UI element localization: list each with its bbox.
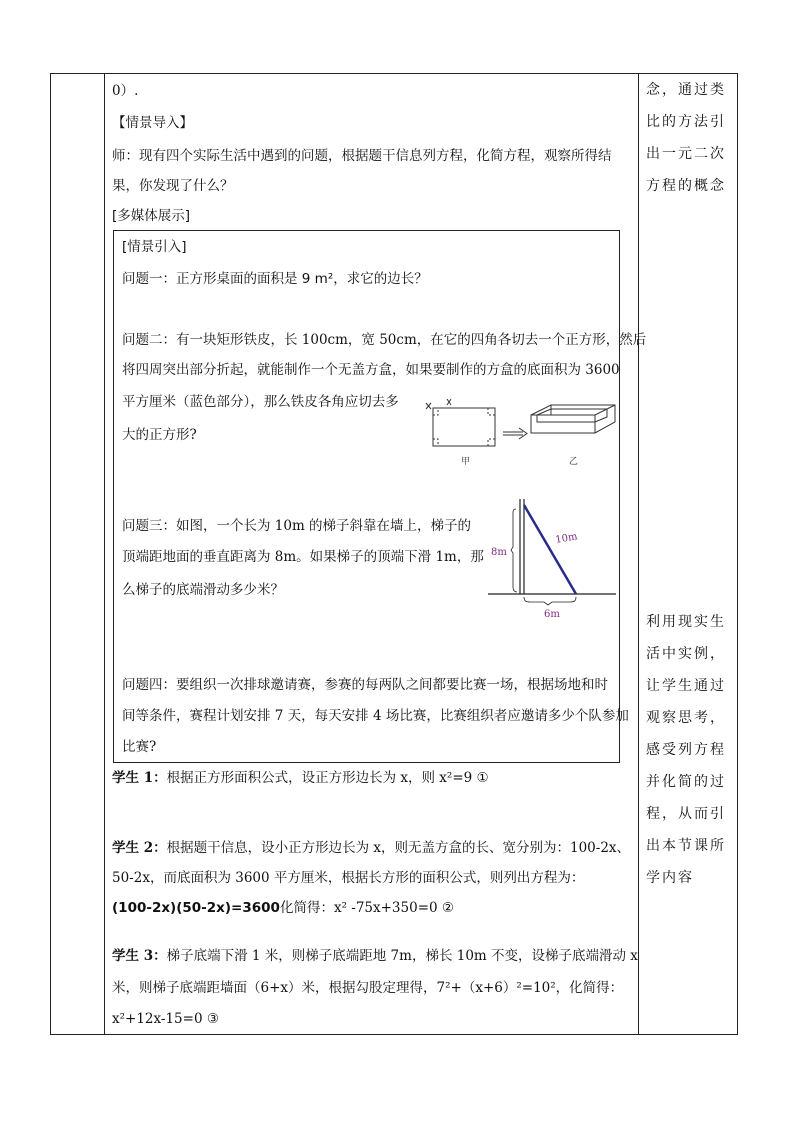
student-3-line-3: x²+12x-15=0 ③ [112, 1011, 219, 1027]
question-4-line-2: 间等条件，赛程计划安排 7 天，每天安排 4 场比赛，比赛组织者应邀请多少个队参加 [122, 708, 629, 724]
section-title: 【情景导入】 [112, 115, 193, 131]
remark-line: 利用现实生 [646, 614, 726, 630]
student-2-line-2: 50-2x，而底面积为 3600 平方厘米，根据长方形的面积公式，则列出方程为： [112, 870, 585, 886]
figure-label-yi: 乙 [569, 457, 579, 467]
teacher-line-2: 果，你发现了什么？ [112, 178, 234, 194]
remark-line: 学内容 [646, 870, 694, 886]
remark-line: 活中实例， [646, 646, 726, 662]
student-2-line-3 [112, 898, 454, 918]
question-3-line-3: 么梯子的底端滑动多少米？ [122, 582, 284, 598]
question-4-line-3: 比赛? [122, 739, 157, 755]
remark-line: 比的方法引 [646, 114, 726, 130]
student-2-label: 学生 2： [112, 840, 167, 856]
student-2-equation: (100-2x)(50-2x)=3600 [112, 900, 280, 916]
student-2-line-1 [112, 838, 630, 858]
remark-line: 方程的概念 [646, 178, 726, 194]
student-2-text-1: 根据题干信息，设小正方形边长为 x，则无盖方盒的长、宽分别为：100-2x、 [166, 840, 631, 856]
student-1-text: 根据正方形面积公式，设正方形边长为 x，则 x²=9 ① [166, 770, 489, 786]
box-title: [情景引入] [122, 239, 187, 255]
student-2-simplified: 化简得：x² -75x+350=0 ② [279, 900, 454, 916]
remark-line: 程，从而引 [646, 806, 726, 822]
label-8m: 8m [491, 547, 507, 558]
question-2-line-3: 平方厘米（蓝色部分），那么铁皮各角应切去多 [122, 394, 399, 410]
remark-line: 让学生通过 [646, 678, 726, 694]
remark-line: 念，通过类 [646, 82, 726, 98]
teacher-line-1: 师：现有四个实际生活中遇到的问题，根据题干信息列方程，化简方程，观察所得结 [112, 148, 612, 164]
student-3-line-1 [112, 946, 638, 966]
figure-label-jia: 甲 [461, 457, 471, 467]
remark-line: 感受列方程 [646, 742, 726, 758]
student-3-label: 学生 3： [112, 948, 167, 964]
remark-line: 观察思考， [646, 710, 726, 726]
question-4-line-1: 问题四：要组织一次排球邀请赛，参赛的每两队之间都要比赛一场，根据场地和时 [122, 677, 608, 693]
remark-line: 并化简的过 [646, 774, 726, 790]
fragment-text: 0）. [112, 83, 139, 99]
student-1-label: 学生 1： [112, 770, 167, 786]
remark-line: 出一元二次 [646, 146, 726, 162]
scenario-box [113, 230, 647, 763]
question-1: 问题一：正方形桌面的面积是 9 m²，求它的边长？ [122, 271, 428, 287]
label-10m: 10m [554, 531, 579, 546]
student-3-text-1: 梯子底端下滑 1 米，则梯子底端距地 7m，梯长 10m 不变，设梯子底端滑动 x [166, 948, 638, 964]
column-divider-1 [104, 74, 105, 1034]
question-2-line-1: 问题二：有一块矩形铁皮，长 100cm，宽 50cm，在它的四角各切去一个正方形，然后 [122, 332, 647, 348]
column-divider-2 [638, 74, 639, 1034]
student-3-line-2: 米，则梯子底端距墙面（6+x）米，根据勾股定理得，7²+（x+6）²=10²，化简得： [112, 980, 624, 996]
question-2-line-4: 大的正方形? [122, 427, 197, 443]
question-3-line-1: 问题三：如图，一个长为 10m 的梯子斜靠在墙上，梯子的 [122, 518, 472, 534]
media-label: [多媒体展示] [112, 208, 191, 224]
label-6m: 6m [544, 609, 560, 620]
ladder-figure [486, 497, 618, 623]
student-1-line [112, 768, 489, 788]
question-3-line-2: 顶端距地面的垂直距离为 8m。如果梯子的顶端下滑 1m，那 [122, 549, 484, 565]
question-2-line-2: 将四周突出部分折起，就能制作一个无盖方盒，如果要制作的方盒的底面积为 3600 [122, 362, 620, 378]
box-folding-figure [419, 391, 619, 473]
remark-line: 出本节课所 [646, 838, 726, 854]
